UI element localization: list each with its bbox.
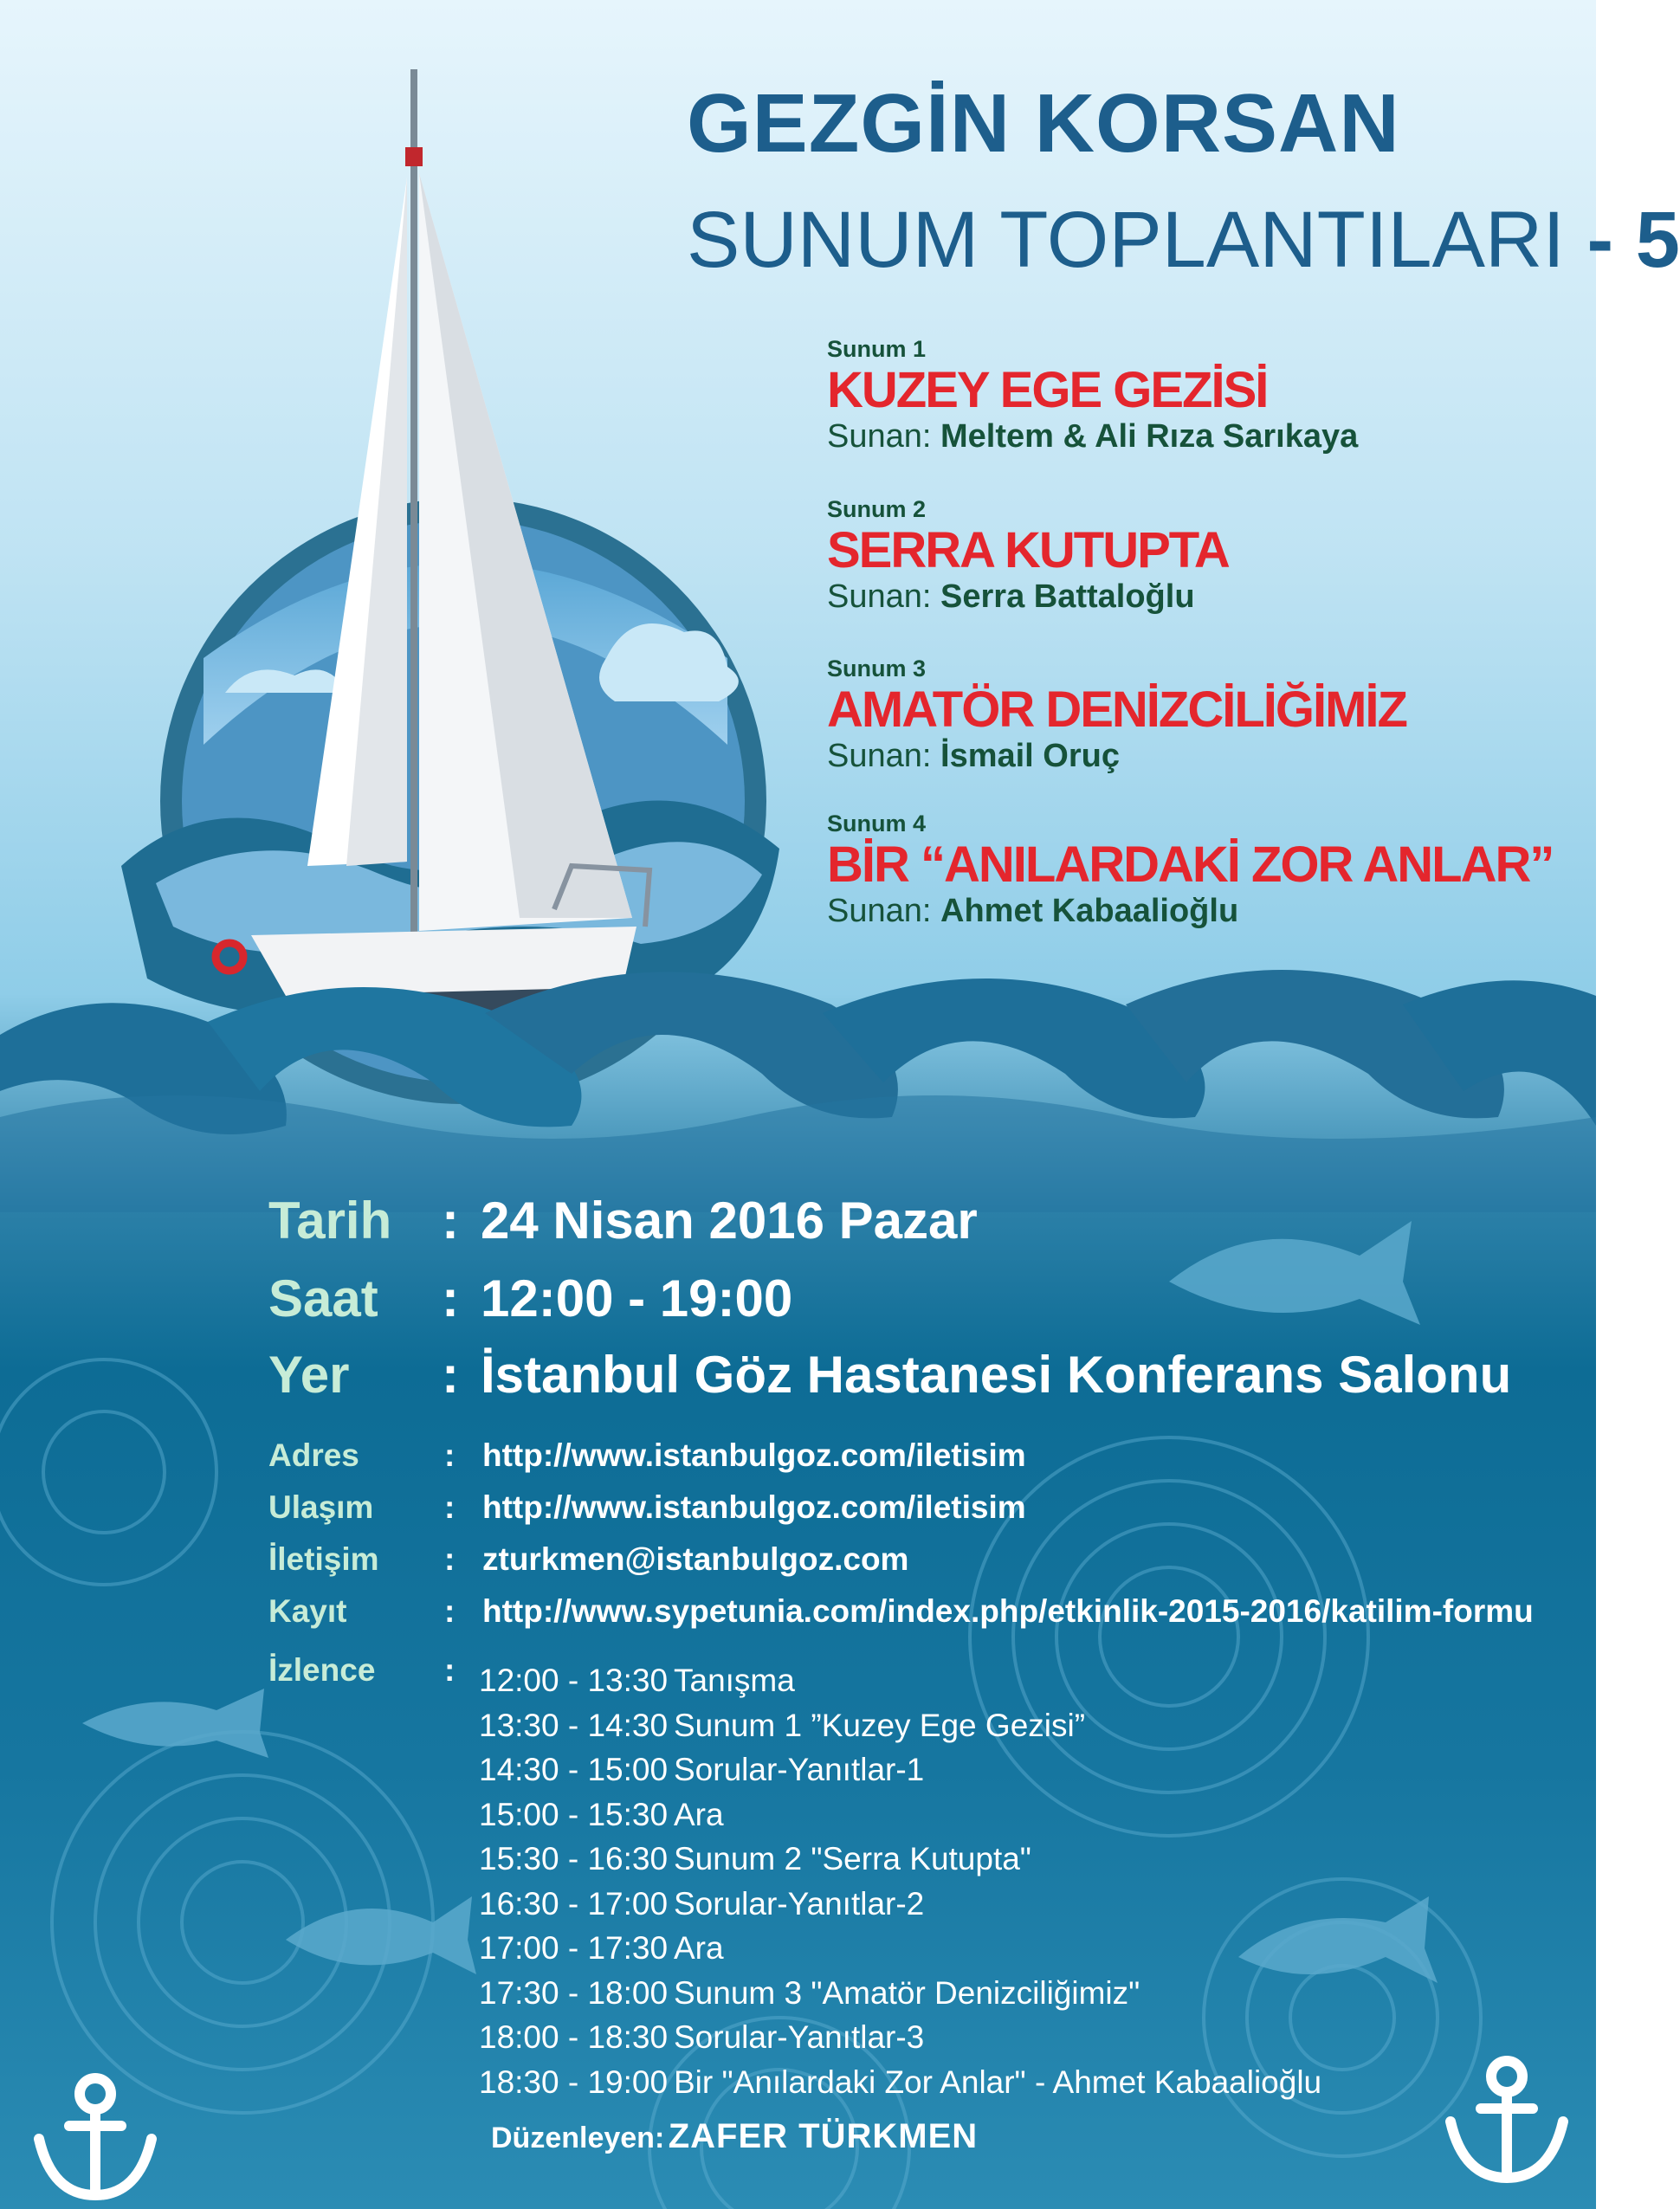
schedule-item: Sunum 3 "Amatör Denizciliğimiz" [674, 1974, 1140, 2011]
schedule-time: 12:00 - 13:30 [479, 1663, 669, 1698]
talk-presenter [827, 893, 1553, 930]
schedule-row [479, 1792, 1321, 1838]
contact-email[interactable]: zturkmen@istanbulgoz.com [482, 1541, 909, 1577]
schedule-time: 17:30 - 18:00 [479, 1974, 669, 2011]
schedule-row [479, 2060, 1321, 2105]
colon: : [444, 1541, 456, 1577]
schedule-item: Sorular-Yanıtlar-1 [674, 1752, 925, 1787]
schedule-time: 18:00 - 18:30 [479, 2019, 669, 2055]
talk-number: Sunum 4 [827, 811, 927, 836]
talk-name: SERRA KUTUPTA [827, 522, 1229, 578]
address-link[interactable]: http://www.istanbulgoz.com/iletisim [482, 1437, 1026, 1473]
talk-4 [827, 811, 1553, 930]
talk-2 [827, 496, 1229, 616]
schedule-item: Bir "Anılardaki Zor Anlar" - Ahmet Kabaalioğlu [674, 2064, 1322, 2100]
talk-presenter [827, 418, 1358, 455]
schedule-list [479, 1658, 1321, 2104]
colon: : [442, 1346, 459, 1404]
schedule-item: Tanışma [674, 1663, 795, 1698]
presenter-label: Sunan: [827, 738, 932, 774]
talk-number: Sunum 2 [827, 496, 927, 522]
schedule-row [479, 2015, 1321, 2060]
talk-number: Sunum 3 [827, 656, 927, 681]
date-label: Tarih [268, 1192, 392, 1250]
schedule-item: Sunum 2 "Serra Kutupta" [674, 1841, 1031, 1876]
presenter-name: Ahmet Kabaalioğlu [940, 893, 1239, 929]
colon: : [442, 1269, 459, 1327]
presenter-label: Sunan: [827, 418, 932, 455]
presenter-name: Meltem & Ali Rıza Sarıkaya [940, 418, 1359, 455]
schedule-time: 17:00 - 17:30 [479, 1930, 669, 1966]
contact-label: İletişim [268, 1541, 379, 1577]
transit-link[interactable]: http://www.istanbulgoz.com/iletisim [482, 1489, 1026, 1525]
time-value: 12:00 - 19:00 [481, 1269, 793, 1327]
title-number: - 5 [1586, 196, 1680, 284]
talk-presenter [827, 578, 1229, 616]
place-label: Yer [268, 1346, 350, 1404]
transit-label: Ulaşım [268, 1489, 374, 1525]
time-label: Saat [268, 1269, 378, 1327]
date-value: 24 Nisan 2016 Pazar [481, 1192, 978, 1250]
schedule-time: 13:30 - 14:30 [479, 1707, 669, 1743]
schedule-item: Sorular-Yanıtlar-3 [674, 2019, 925, 2055]
schedule-row [479, 1837, 1321, 1882]
organizer-name: ZAFER TÜRKMEN [668, 2117, 979, 2155]
schedule-item: Ara [674, 1930, 724, 1966]
talk-1 [827, 336, 1358, 455]
schedule-time: 14:30 - 15:00 [479, 1752, 669, 1787]
address-label: Adres [268, 1437, 359, 1473]
schedule-row [479, 1703, 1321, 1748]
colon: : [444, 1489, 456, 1525]
schedule-row [479, 1882, 1321, 1927]
signup-link[interactable]: http://www.sypetunia.com/index.php/etkinlik-2015-2016/katilim-formu [482, 1593, 1534, 1629]
colon: : [442, 1192, 459, 1250]
colon: : [444, 1593, 456, 1629]
title-line1: GEZGİN KORSAN [687, 77, 1400, 170]
colon: : [444, 1437, 456, 1473]
presenter-name: İsmail Oruç [940, 738, 1120, 774]
footer [491, 2117, 978, 2156]
presenter-name: Serra Battaloğlu [940, 578, 1195, 615]
talk-name: BİR “ANILARDAKİ ZOR ANLAR” [827, 836, 1554, 893]
organizer-label: Düzenleyen: [491, 2122, 665, 2154]
signup-label: Kayıt [268, 1593, 347, 1629]
presenter-label: Sunan: [827, 578, 932, 615]
talk-3 [827, 656, 1406, 775]
colon: : [444, 1652, 456, 1688]
place-value: İstanbul Göz Hastanesi Konferans Salonu [481, 1346, 1512, 1404]
schedule-row [479, 1971, 1321, 2016]
schedule-time: 16:30 - 17:00 [479, 1885, 669, 1922]
schedule-time: 18:30 - 19:00 [479, 2064, 669, 2100]
schedule-label: İzlence [268, 1652, 376, 1688]
presenter-label: Sunan: [827, 893, 932, 929]
schedule-row [479, 1747, 1321, 1792]
schedule-time: 15:30 - 16:30 [479, 1841, 669, 1876]
anchor-icon-left [39, 2078, 152, 2195]
talk-number: Sunum 1 [827, 336, 927, 362]
talk-name: AMATÖR DENİZCİLİĞİMİZ [827, 681, 1406, 738]
title-line2 [687, 195, 1680, 286]
talk-name: KUZEY EGE GEZİSİ [827, 362, 1268, 418]
schedule-item: Ara [674, 1796, 724, 1832]
schedule-row [479, 1658, 1321, 1703]
schedule-item: Sunum 1 ”Kuzey Ege Gezisi” [674, 1707, 1086, 1743]
schedule-time: 15:00 - 15:30 [479, 1796, 669, 1832]
title-subtitle: SUNUM TOPLANTILARI [687, 196, 1565, 284]
talk-presenter [827, 738, 1406, 775]
schedule-row [479, 1926, 1321, 1971]
schedule-item: Sorular-Yanıtlar-2 [674, 1885, 925, 1922]
